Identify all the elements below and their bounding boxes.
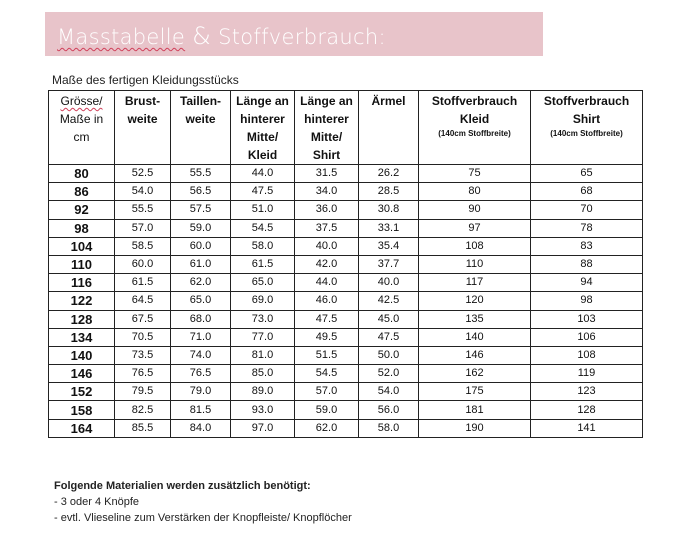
value-cell: 79.0 [171, 383, 231, 401]
value-cell: 135 [419, 310, 531, 328]
table-row [49, 201, 643, 219]
banner-title-ampersand: & [192, 22, 212, 50]
value-cell: 120 [419, 292, 531, 310]
value-cell: 106 [531, 328, 643, 346]
size-cell: 110 [49, 255, 115, 273]
value-cell: 51.0 [231, 201, 295, 219]
value-cell: 56.5 [171, 183, 231, 201]
value-cell: 37.7 [359, 255, 419, 273]
value-cell: 103 [531, 310, 643, 328]
size-table [48, 90, 643, 438]
value-cell: 61.5 [115, 274, 171, 292]
column-header [531, 91, 643, 165]
table-row [49, 292, 643, 310]
size-cell: 122 [49, 292, 115, 310]
value-cell: 59.0 [171, 219, 231, 237]
table-row [49, 219, 643, 237]
value-cell: 76.5 [171, 365, 231, 383]
size-cell: 140 [49, 346, 115, 364]
value-cell: 98 [531, 292, 643, 310]
size-cell: 146 [49, 365, 115, 383]
value-cell: 85.0 [231, 365, 295, 383]
value-cell: 31.5 [295, 165, 359, 183]
size-cell: 116 [49, 274, 115, 292]
column-header-line: Kleid [247, 148, 278, 162]
column-header-line: Shirt [572, 112, 601, 126]
column-header-note: (140cm Stoffbreite) [438, 129, 511, 138]
value-cell: 59.0 [295, 401, 359, 419]
value-cell: 49.5 [295, 328, 359, 346]
value-cell: 28.5 [359, 183, 419, 201]
value-cell: 40.0 [295, 237, 359, 255]
table-row [49, 310, 643, 328]
column-header [359, 91, 419, 165]
value-cell: 74.0 [171, 346, 231, 364]
value-cell: 54.5 [295, 365, 359, 383]
value-cell: 94 [531, 274, 643, 292]
size-cell: 134 [49, 328, 115, 346]
value-cell: 79.5 [115, 383, 171, 401]
column-header-line: weite [185, 112, 216, 126]
value-cell: 57.5 [171, 201, 231, 219]
value-cell: 65 [531, 165, 643, 183]
value-cell: 56.0 [359, 401, 419, 419]
value-cell: 71.0 [171, 328, 231, 346]
value-cell: 162 [419, 365, 531, 383]
size-cell: 128 [49, 310, 115, 328]
value-cell: 108 [531, 346, 643, 364]
value-cell: 73.5 [115, 346, 171, 364]
size-cell: 152 [49, 383, 115, 401]
value-cell: 141 [531, 419, 643, 437]
value-cell: 60.0 [115, 255, 171, 273]
value-cell: 108 [419, 237, 531, 255]
value-cell: 47.5 [295, 310, 359, 328]
banner-title-word2: Stoffverbrauch: [218, 25, 386, 49]
value-cell: 54.0 [115, 183, 171, 201]
value-cell: 175 [419, 383, 531, 401]
value-cell: 58.0 [359, 419, 419, 437]
column-header-line: Mitte/ [246, 130, 279, 144]
value-cell: 110 [419, 255, 531, 273]
column-header-line: hinterer [240, 112, 285, 126]
value-cell: 61.0 [171, 255, 231, 273]
value-cell: 84.0 [171, 419, 231, 437]
size-cell: 104 [49, 237, 115, 255]
value-cell: 44.0 [295, 274, 359, 292]
value-cell: 81.5 [171, 401, 231, 419]
value-cell: 93.0 [231, 401, 295, 419]
table-row [49, 401, 643, 419]
value-cell: 70.5 [115, 328, 171, 346]
table-row [49, 165, 643, 183]
value-cell: 123 [531, 383, 643, 401]
value-cell: 181 [419, 401, 531, 419]
column-header-line: Grösse/ [60, 94, 103, 108]
table-row [49, 274, 643, 292]
value-cell: 52.0 [359, 365, 419, 383]
table-body [49, 165, 643, 438]
table-row [49, 346, 643, 364]
table-row [49, 383, 643, 401]
value-cell: 146 [419, 346, 531, 364]
value-cell: 78 [531, 219, 643, 237]
column-header-line: Kleid [459, 112, 490, 126]
column-header-line: Ärmel [371, 94, 406, 108]
value-cell: 55.5 [171, 165, 231, 183]
value-cell: 89.0 [231, 383, 295, 401]
value-cell: 54.0 [359, 383, 419, 401]
table-row [49, 237, 643, 255]
title-banner [45, 12, 543, 56]
value-cell: 80 [419, 183, 531, 201]
column-header-line: Taillen- [179, 94, 222, 108]
column-header-line: Stoffverbrauch [431, 94, 518, 108]
value-cell: 68.0 [171, 310, 231, 328]
size-cell: 80 [49, 165, 115, 183]
value-cell: 47.5 [359, 328, 419, 346]
value-cell: 69.0 [231, 292, 295, 310]
value-cell: 46.0 [295, 292, 359, 310]
banner-title-word1: Masstabelle [57, 25, 186, 49]
value-cell: 70 [531, 201, 643, 219]
table-row [49, 419, 643, 437]
value-cell: 82.5 [115, 401, 171, 419]
value-cell: 33.1 [359, 219, 419, 237]
value-cell: 67.5 [115, 310, 171, 328]
column-header [231, 91, 295, 165]
value-cell: 55.5 [115, 201, 171, 219]
column-header [115, 91, 171, 165]
value-cell: 119 [531, 365, 643, 383]
value-cell: 128 [531, 401, 643, 419]
value-cell: 50.0 [359, 346, 419, 364]
size-cell: 98 [49, 219, 115, 237]
value-cell: 47.5 [231, 183, 295, 201]
value-cell: 26.2 [359, 165, 419, 183]
value-cell: 75 [419, 165, 531, 183]
value-cell: 77.0 [231, 328, 295, 346]
value-cell: 88 [531, 255, 643, 273]
value-cell: 83 [531, 237, 643, 255]
column-header [295, 91, 359, 165]
size-cell: 158 [49, 401, 115, 419]
value-cell: 73.0 [231, 310, 295, 328]
column-header [171, 91, 231, 165]
column-header-line: Länge an [236, 94, 289, 108]
materials-item: - evtl. Vlieseline zum Verstärken der Knopfleiste/ Knopflöcher [54, 512, 352, 524]
value-cell: 54.5 [231, 219, 295, 237]
value-cell: 62.0 [295, 419, 359, 437]
table-subtitle: Maße des fertigen Kleidungsstücks [52, 73, 239, 87]
column-header-note: (140cm Stoffbreite) [550, 129, 623, 138]
materials-notes [54, 478, 352, 526]
column-header-line: Maße in [59, 112, 104, 126]
value-cell: 42.5 [359, 292, 419, 310]
materials-item: - 3 oder 4 Knöpfe [54, 496, 140, 508]
value-cell: 81.0 [231, 346, 295, 364]
table-row [49, 365, 643, 383]
value-cell: 44.0 [231, 165, 295, 183]
table-row [49, 183, 643, 201]
column-header-line: cm [73, 130, 90, 144]
value-cell: 85.5 [115, 419, 171, 437]
column-header-line: Mitte/ [310, 130, 343, 144]
table-row [49, 255, 643, 273]
value-cell: 42.0 [295, 255, 359, 273]
value-cell: 52.5 [115, 165, 171, 183]
column-header-line: Shirt [312, 148, 341, 162]
column-header [419, 91, 531, 165]
size-cell: 92 [49, 201, 115, 219]
value-cell: 97 [419, 219, 531, 237]
column-header [49, 91, 115, 165]
size-cell: 86 [49, 183, 115, 201]
column-header-line: Stoffverbrauch [543, 94, 630, 108]
value-cell: 97.0 [231, 419, 295, 437]
column-header-line: hinterer [304, 112, 349, 126]
value-cell: 36.0 [295, 201, 359, 219]
value-cell: 35.4 [359, 237, 419, 255]
column-header-line: Länge an [300, 94, 353, 108]
value-cell: 68 [531, 183, 643, 201]
value-cell: 45.0 [359, 310, 419, 328]
value-cell: 57.0 [295, 383, 359, 401]
banner-title [57, 22, 386, 50]
table-row [49, 328, 643, 346]
value-cell: 140 [419, 328, 531, 346]
value-cell: 51.5 [295, 346, 359, 364]
table-header-row [49, 91, 643, 165]
value-cell: 58.0 [231, 237, 295, 255]
column-header-line: weite [127, 112, 158, 126]
value-cell: 190 [419, 419, 531, 437]
value-cell: 90 [419, 201, 531, 219]
value-cell: 34.0 [295, 183, 359, 201]
value-cell: 57.0 [115, 219, 171, 237]
value-cell: 76.5 [115, 365, 171, 383]
value-cell: 61.5 [231, 255, 295, 273]
column-header-line: Brust- [124, 94, 161, 108]
value-cell: 62.0 [171, 274, 231, 292]
value-cell: 40.0 [359, 274, 419, 292]
materials-heading: Folgende Materialien werden zusätzlich benötigt: [54, 480, 311, 492]
value-cell: 65.0 [171, 292, 231, 310]
value-cell: 58.5 [115, 237, 171, 255]
size-cell: 164 [49, 419, 115, 437]
value-cell: 30.8 [359, 201, 419, 219]
value-cell: 117 [419, 274, 531, 292]
value-cell: 65.0 [231, 274, 295, 292]
value-cell: 60.0 [171, 237, 231, 255]
value-cell: 37.5 [295, 219, 359, 237]
value-cell: 64.5 [115, 292, 171, 310]
